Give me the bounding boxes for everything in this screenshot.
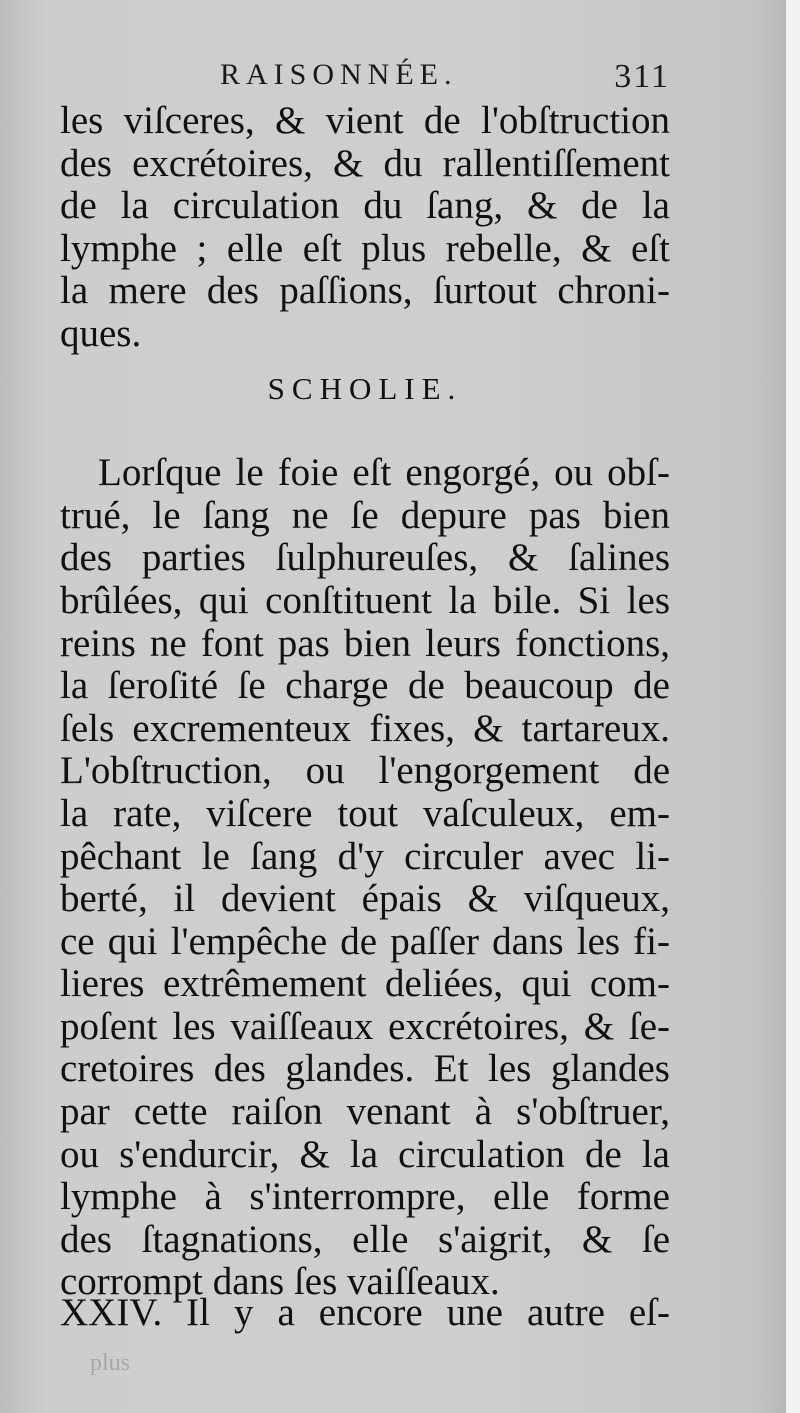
bleed-through-text: plus <box>90 1350 131 1376</box>
text-line: lieres extrêmement deliées, qui com- <box>60 962 670 1006</box>
text-line: corrompt dans ſes vaiſſeaux. <box>60 1260 500 1304</box>
text-line: des excrétoires, & du rallentiſſement <box>60 141 670 185</box>
page-number: 311 <box>614 58 670 95</box>
text-line: de la circulation du ſang, & de la <box>60 184 670 228</box>
paragraph-scholie <box>60 452 670 1304</box>
text-line: reins ne font pas bien leurs fonctions, <box>60 621 670 665</box>
text-line: pêchant le ſang d'y circuler avec li- <box>60 834 670 878</box>
text-line: ques. <box>60 311 142 355</box>
text-line: ſels excrementeux fixes, & tartareux. <box>60 706 670 750</box>
text-line: Lorſque le foie eſt engorgé, ou obſ- <box>98 451 670 495</box>
text-line: lymphe à s'interrompre, elle forme <box>60 1175 670 1219</box>
text-line: les viſceres, & vient de l'obſtruction <box>60 99 670 142</box>
text-line: cretoires des glandes. Et les glandes <box>60 1047 670 1091</box>
text-line: L'obſtruction, ou l'engorgement de <box>60 749 670 793</box>
running-title: RAISONNÉE. <box>220 58 458 91</box>
text-line: trué, le ſang ne ſe depure pas bien <box>60 493 670 537</box>
text-line: par cette raiſon venant à s'obſtruer, <box>60 1090 670 1134</box>
text-line: des parties ſulphureuſes, & ſalines <box>60 536 670 580</box>
text-line: lymphe ; elle eſt plus rebelle, & eſt <box>60 226 670 270</box>
text-line: des ſtagnations, elle s'aigrit, & ſe <box>60 1217 670 1261</box>
section-heading: SCHOLIE. <box>267 370 463 406</box>
body-text <box>60 100 670 1304</box>
text-line: XXIV. Il y a encore une autre eſ- <box>60 1291 670 1334</box>
text-line: la ſeroſité ſe charge de beaucoup de <box>60 664 670 708</box>
text-line: la rate, viſcere tout vaſculeux, em- <box>60 791 670 835</box>
text-line: ce qui l'empêche de paſſer dans les fi- <box>60 919 670 963</box>
next-paragraph-start <box>60 1290 670 1335</box>
text-line: brûlées, qui conſtituent la bile. Si les <box>60 578 670 622</box>
text-line: poſent les vaiſſeaux excrétoires, & ſe- <box>60 1004 670 1048</box>
text-line: la mere des paſſions, ſurtout chroni- <box>60 269 670 313</box>
text-line: ou s'endurcir, & la circulation de la <box>60 1132 670 1176</box>
page-header <box>200 58 670 98</box>
text-line: berté, il devient épais & viſqueux, <box>60 877 670 921</box>
page-edge <box>786 0 800 1413</box>
paragraph-continuation <box>60 100 670 356</box>
